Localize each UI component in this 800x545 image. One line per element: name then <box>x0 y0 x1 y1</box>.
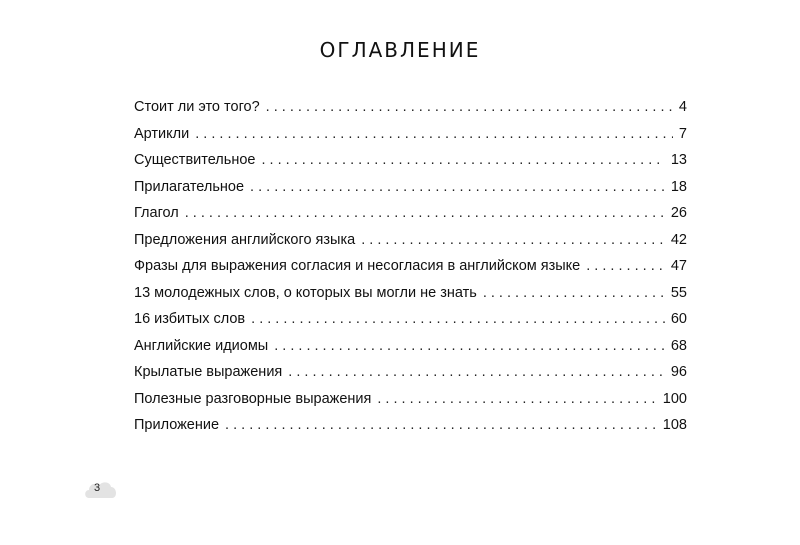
toc-entry-label: Крылатые выражения <box>134 364 283 380</box>
toc-entry-page: 18 <box>670 178 687 195</box>
toc-entry-page: 13 <box>670 152 687 168</box>
table-of-contents <box>134 99 687 444</box>
toc-entry-label: Английские идиомы <box>134 337 269 354</box>
toc-entry-page: 96 <box>670 364 687 380</box>
toc-leader-dots <box>483 285 665 301</box>
toc-entry-page: 47 <box>670 258 687 274</box>
cloud-icon <box>83 478 119 500</box>
toc-leader-dots <box>274 338 665 354</box>
toc-leader-dots <box>251 311 665 327</box>
toc-entry[interactable] <box>134 258 687 285</box>
page-title: ОГЛАВЛЕНИЕ <box>319 38 481 62</box>
toc-entry[interactable] <box>134 285 687 312</box>
toc-entry[interactable] <box>134 179 687 206</box>
toc-entry[interactable] <box>134 152 687 179</box>
page-number: 3 <box>94 482 101 494</box>
toc-leader-dots <box>250 179 665 195</box>
toc-entry-label: Предложения английского языка <box>134 231 356 248</box>
toc-entry-label: Полезные разговорные выражения <box>134 390 372 407</box>
toc-leader-dots <box>377 391 656 407</box>
toc-entry[interactable] <box>134 232 687 259</box>
toc-entry[interactable] <box>134 417 687 444</box>
toc-entry-page: 60 <box>670 311 687 327</box>
toc-entry[interactable] <box>134 338 687 365</box>
toc-entry-label: Приложение <box>134 417 220 433</box>
toc-entry-page: 4 <box>678 99 687 115</box>
toc-entry[interactable] <box>134 311 687 338</box>
toc-entry[interactable] <box>134 364 687 391</box>
toc-entry[interactable] <box>134 126 687 153</box>
toc-entry[interactable] <box>134 99 687 126</box>
toc-entry-page: 26 <box>670 205 687 221</box>
toc-entry-label: Стоит ли это того? <box>134 99 260 115</box>
toc-entry-page: 7 <box>678 125 687 142</box>
toc-entry-label: 13 молодежных слов, о которых вы могли не знать <box>134 284 477 301</box>
toc-leader-dots <box>266 99 673 115</box>
toc-entry-label: Прилагательное <box>134 178 245 195</box>
toc-entry-page: 68 <box>670 337 687 354</box>
toc-entry-page: 108 <box>662 417 687 433</box>
toc-leader-dots <box>288 364 665 380</box>
page-number-badge <box>83 478 119 500</box>
toc-leader-dots <box>586 258 665 274</box>
toc-entry-label: Существительное <box>134 152 256 168</box>
toc-leader-dots <box>261 152 664 168</box>
toc-entry-page: 42 <box>670 231 687 248</box>
toc-entry-label: Фразы для выражения согласия и несогласия в английском языке <box>134 258 581 274</box>
toc-entry-label: Глагол <box>134 205 179 221</box>
toc-leader-dots <box>225 417 657 433</box>
toc-entry-label: 16 избитых слов <box>134 311 246 327</box>
toc-leader-dots <box>195 126 673 142</box>
toc-leader-dots <box>361 232 665 248</box>
toc-entry-label: Артикли <box>134 125 190 142</box>
toc-entry[interactable] <box>134 391 687 418</box>
toc-entry[interactable] <box>134 205 687 232</box>
toc-entry-page: 100 <box>662 390 687 407</box>
toc-leader-dots <box>185 205 665 221</box>
toc-entry-page: 55 <box>670 284 687 301</box>
